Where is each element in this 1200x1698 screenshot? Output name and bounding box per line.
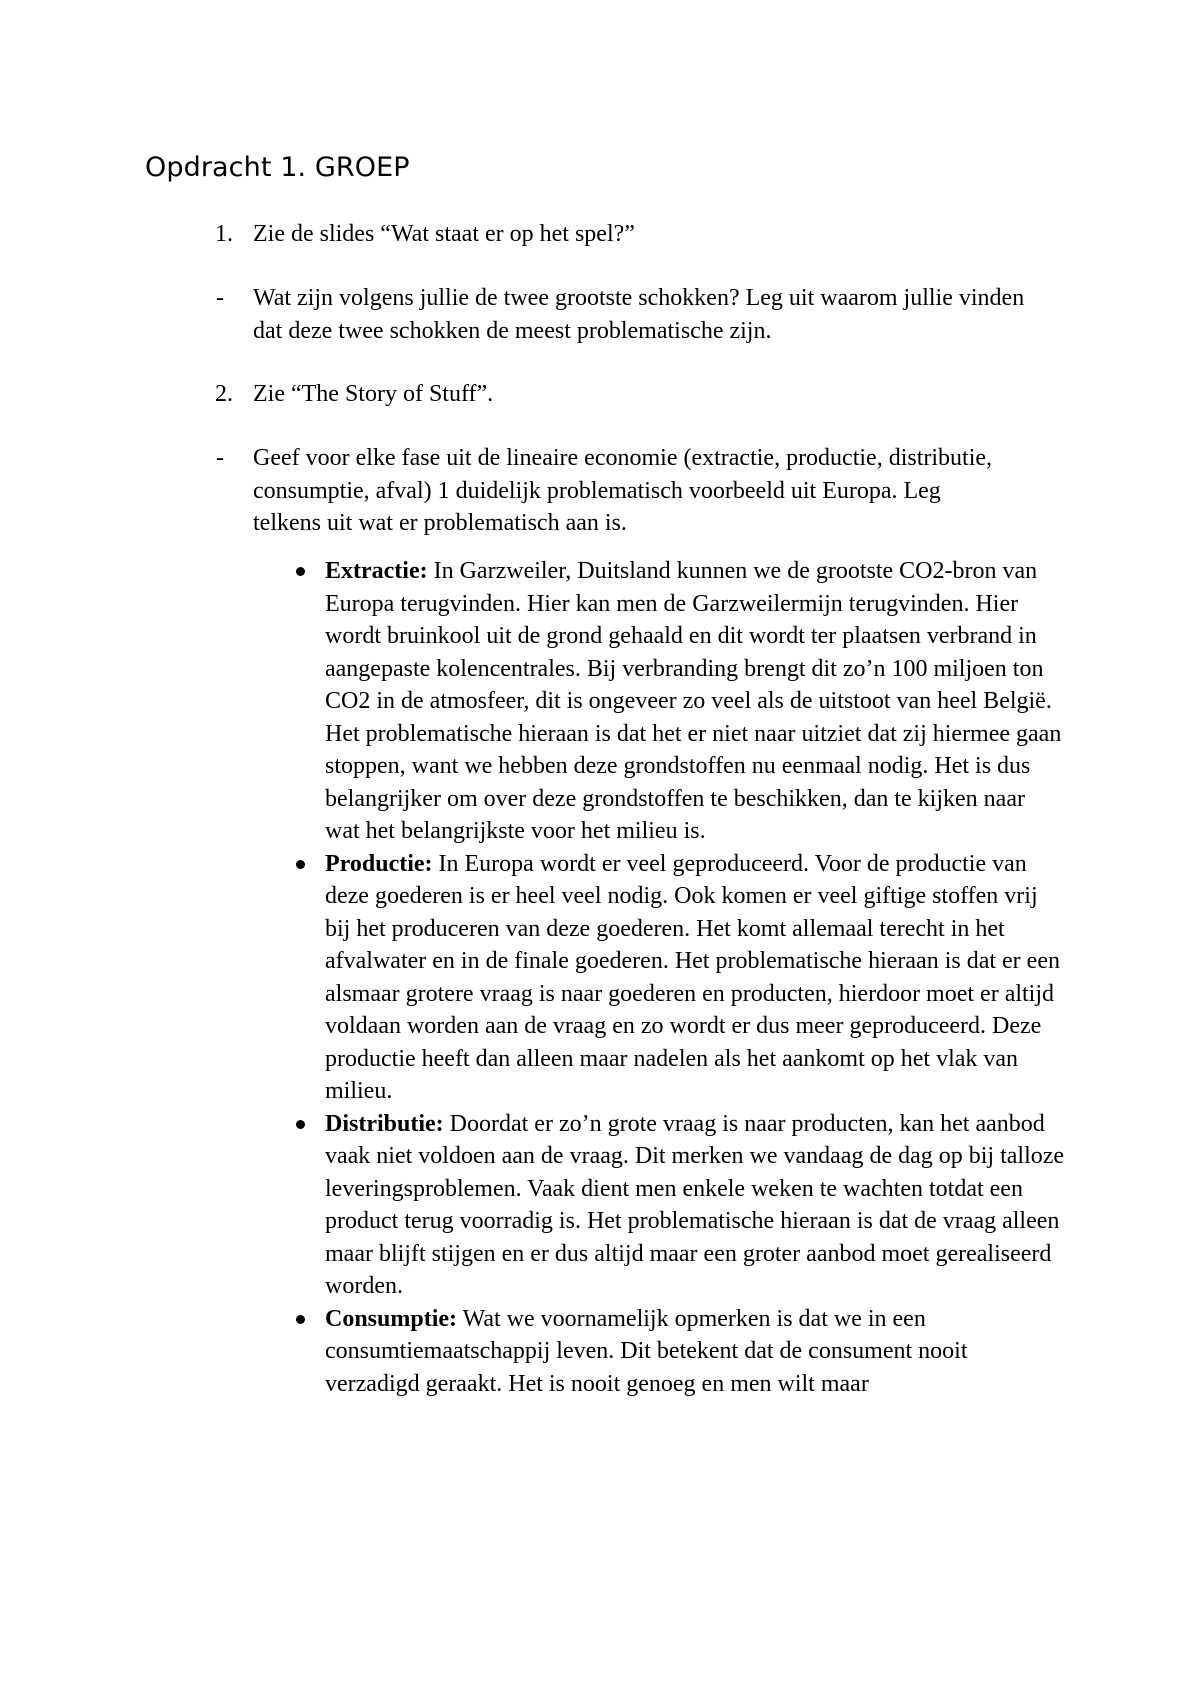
bullet-distributie bbox=[325, 1108, 1065, 1303]
bullet-productie bbox=[325, 848, 1065, 1108]
document-title: Opdracht 1. GROEP bbox=[145, 152, 410, 183]
bullet-extractie bbox=[325, 555, 1065, 848]
instruction-text: Wat zijn volgens jullie de twee grootste schokken? Leg uit waarom jullie vinden dat deze twee schokken de meest problematische zijn. bbox=[253, 285, 1025, 344]
bullet-dot-icon bbox=[296, 1315, 305, 1324]
instruction-text: Geef voor elke fase uit de lineaire economie (extractie, productie, distributie, consumptie, afval) 1 duidelijk problematisch voorbeeld uit Europa. Leg telkens uit wat er problematisch aan is. bbox=[253, 445, 993, 536]
dash-marker: - bbox=[216, 445, 224, 471]
question-number: 1. bbox=[215, 221, 233, 247]
bullet-consumptie bbox=[325, 1303, 1065, 1401]
bullet-label: Extractie: bbox=[325, 558, 428, 584]
question-text: Zie “The Story of Stuff”. bbox=[253, 381, 494, 407]
answer-bullet-list bbox=[0, 555, 1200, 1400]
bullet-text: Doordat er zo’n grote vraag is naar producten, kan het aanbod vaak niet voldoen aan de vraag. Dit merken we vandaag de dag op bij talloze leveringsproblemen. Vaak dient men enkele weken te wachten totdat een product terug voorradig is. Het problematische hieraan is dat de vraag alleen maar blijft stijgen en er dus altijd maar een groter aanbod moet gerealiseerd worden. bbox=[325, 1110, 1065, 1299]
bullet-text: Wat we voornamelijk opmerken is dat we in een consumtiemaatschappij leven. Dit betekent dat de consument nooit verzadigd geraakt. Het is nooit genoeg en men wilt maar bbox=[325, 1305, 968, 1397]
bullet-dot-icon bbox=[296, 567, 305, 576]
bullet-text: In Garzweiler, Duitsland kunnen we de grootste CO2-bron van Europa terugvinden. Hier kan men de Garzweilermijn terugvinden. Hier wordt bruinkool uit de grond gehaald en dit wordt ter plaatsen verbrand in aangepaste kolencentrales. Bij verbranding brengt dit zo’n 100 miljoen ton CO2 in de atmosfeer, dit is ongeveer zo veel als de uitstoot van heel België. Het problematische hieraan is dat het er niet naar uitziet dat zij hiermee gaan stoppen, want we hebben deze grondstoffen nu eenmaal nodig. Het is dus belangrijker om over deze grondstoffen te beschikken, dan te kijken naar wat het belangrijkste voor het milieu is. bbox=[325, 558, 1062, 844]
bullet-label: Productie: bbox=[325, 850, 433, 877]
bullet-text: In Europa wordt er veel geproduceerd. Voor de productie van deze goederen is er heel veel nodig. Ook komen er veel giftige stoffen vrij bij het produceren van deze goederen. Het komt allemaal terecht in het afvalwater en in de finale goederen. Het problematische hieraan is dat er een alsmaar grotere vraag is naar goederen en producten, hierdoor moet er altijd voldaan worden aan de vraag en zo wordt er dus meer geproduceerd. Deze productie heeft dan alleen maar nadelen als het aankomt op het vlak van milieu. bbox=[325, 850, 1060, 1104]
bullet-dot-icon bbox=[296, 860, 305, 869]
bullet-label: Distributie: bbox=[325, 1110, 444, 1137]
question-text: Zie de slides “Wat staat er op het spel?” bbox=[253, 221, 635, 247]
bullet-dot-icon bbox=[296, 1120, 305, 1129]
bullet-label: Consumptie: bbox=[325, 1305, 458, 1332]
question-number: 2. bbox=[215, 381, 233, 407]
dash-marker: - bbox=[216, 285, 224, 311]
